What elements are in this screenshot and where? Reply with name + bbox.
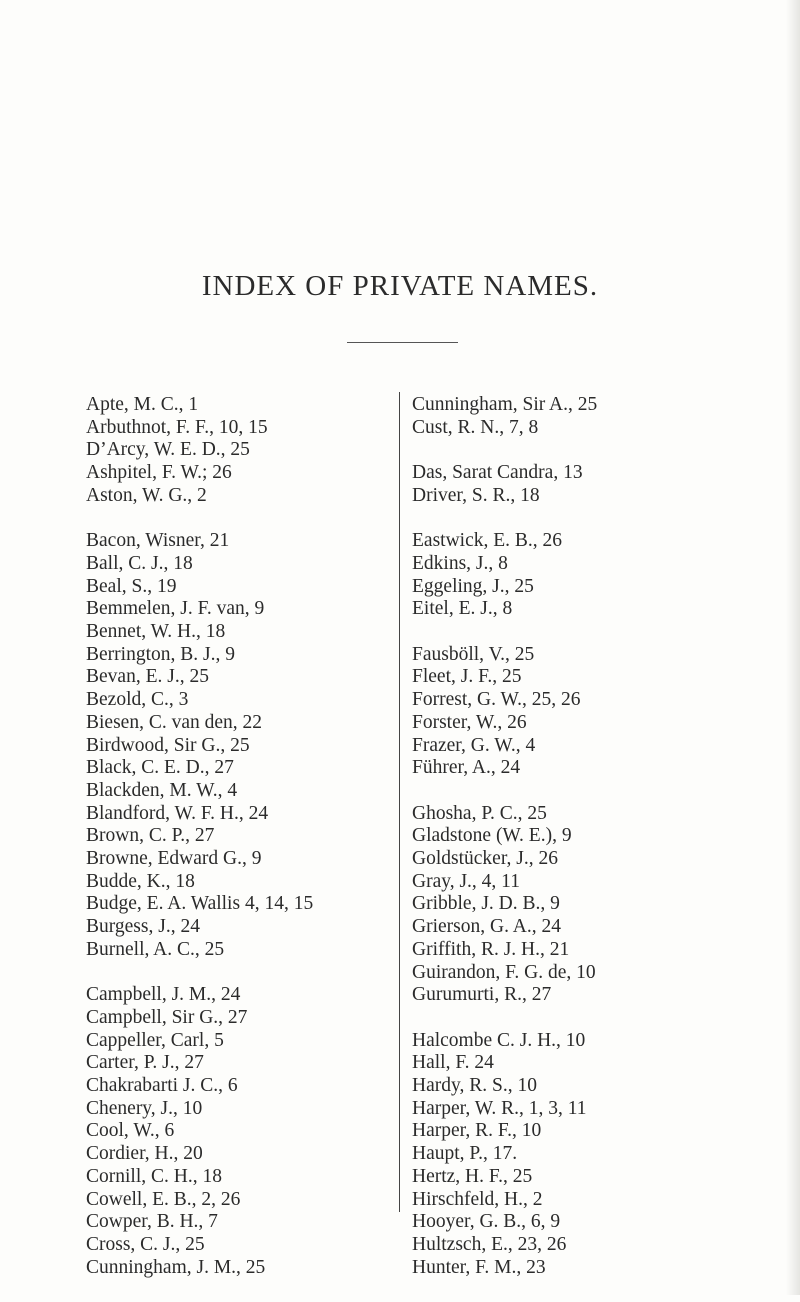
index-entry: Haupt, P., 17. [412,1143,518,1165]
index-entry: Hooyer, G. B., 6, 9 [412,1211,561,1233]
index-entry: Cowper, B. H., 7 [86,1211,218,1233]
index-entry: Black, C. E. D., 27 [86,757,234,779]
index-column-left [86,394,386,1302]
index-entry: Fausböll, V., 25 [412,643,535,665]
index-entry: Forster, W., 26 [412,711,527,733]
index-entry: Cust, R. N., 7, 8 [412,416,539,438]
index-entry: Brown, C. P., 27 [86,825,215,847]
index-entry: Bacon, Wisner, 21 [86,530,230,552]
index-entry: Hertz, H. F., 25 [412,1165,533,1187]
index-entry: Biesen, C. van den, 22 [86,711,263,733]
index-entry: Arbuthnot, F. F., 10, 15 [86,416,268,438]
index-entry: Halcombe C. J. H., 10 [412,1029,586,1051]
index-entry: Cool, W., 6 [86,1120,175,1142]
index-letter-group [86,394,386,508]
index-entry: Guirandon, F. G. de, 10 [412,961,596,983]
index-entry: Budde, K., 18 [86,870,195,892]
index-letter-group [412,462,732,507]
index-entry: Cappeller, Carl, 5 [86,1029,224,1051]
index-entry: Beal, S., 19 [86,575,177,597]
index-entry: Ghosha, P. C., 25 [412,802,547,824]
index-entry: Campbell, J. M., 24 [86,984,241,1006]
index-entry: Hunter, F. M., 23 [412,1256,546,1278]
index-entry: Gladstone (W. E.), 9 [412,825,572,847]
index-entry: Berrington, B. J., 9 [86,643,235,665]
index-column-right [412,394,732,1302]
index-entry: Grierson, G. A., 24 [412,916,561,938]
index-entry: Ashpitel, F. W.; 26 [86,462,232,484]
index-letter-group [86,984,386,1279]
index-entry: Gurumurti, R., 27 [412,984,552,1006]
index-entry: Blandford, W. F. H., 24 [86,802,269,824]
index-entry: Chenery, J., 10 [86,1097,203,1119]
index-entry: Harper, W. R., 1, 3, 11 [412,1097,587,1119]
index-letter-group [86,530,386,961]
index-letter-group [412,803,732,1007]
index-entry: Bennet, W. H., 18 [86,621,226,643]
index-entry: Birdwood, Sir G., 25 [86,734,250,756]
index-entry: Fleet, J. F., 25 [412,666,522,688]
index-entry: Blackden, M. W., 4 [86,779,238,801]
index-entry: Bemmelen, J. F. van, 9 [86,598,265,620]
index-entry: Bezold, C., 3 [86,689,189,711]
page-title: INDEX OF PRIVATE NAMES. [201,270,599,302]
title-rule [347,342,458,343]
index-entry: Forrest, G. W., 25, 26 [412,689,581,711]
index-entry: Cornill, C. H., 18 [86,1165,222,1187]
index-entry: Cordier, H., 20 [86,1143,203,1165]
index-entry: Edkins, J., 8 [412,552,508,574]
index-letter-group [412,644,732,780]
index-entry: Carter, P. J., 27 [86,1052,204,1074]
index-entry: Apte, M. C., 1 [86,394,199,415]
index-entry: Eggeling, J., 25 [412,575,534,597]
page-edge-shadow [786,0,800,1295]
index-entry: Ball, C. J., 18 [86,552,193,574]
index-entry: Goldstücker, J., 26 [412,848,558,869]
index-entry: Burgess, J., 24 [86,916,200,938]
index-entry: Cowell, E. B., 2, 26 [86,1188,241,1210]
index-entry: Browne, Edward G., 9 [86,848,262,870]
index-entry: Harper, R. F., 10 [412,1120,542,1142]
index-entry: Aston, W. G., 2 [86,484,207,506]
index-entry: Cunningham, Sir A., 25 [412,394,598,415]
index-letter-group [412,530,732,621]
index-entry: Eastwick, E. B., 26 [412,530,563,552]
index-entry: Gray, J., 4, 11 [412,870,520,892]
index-entry: Führer, A., 24 [412,757,521,779]
index-entry: Bevan, E. J., 25 [86,666,209,688]
index-letter-group [412,394,732,439]
index-entry: Chakrabarti J. C., 6 [86,1075,238,1097]
index-entry: Hall, F. 24 [412,1052,494,1074]
index-entry: Budge, E. A. Wallis 4, 14, 15 [86,893,314,915]
index-entry: Griffith, R. J. H., 21 [412,938,570,960]
column-divider [399,392,400,1212]
index-entry: Cunningham, J. M., 25 [86,1256,266,1278]
index-entry: Hultzsch, E., 23, 26 [412,1233,567,1255]
index-entry: Das, Sarat Candra, 13 [412,462,583,484]
index-entry: D’Arcy, W. E. D., 25 [86,439,250,461]
index-entry: Burnell, A. C., 25 [86,938,225,960]
index-entry: Hardy, R. S., 10 [412,1075,537,1097]
index-entry: Campbell, Sir G., 27 [86,1006,248,1028]
index-entry: Driver, S. R., 18 [412,484,540,506]
index-letter-group [412,1030,732,1280]
index-entry: Gribble, J. D. B., 9 [412,893,560,915]
index-entry: Cross, C. J., 25 [86,1233,205,1255]
index-entry: Frazer, G. W., 4 [412,734,536,756]
index-entry: Eitel, E. J., 8 [412,598,513,620]
index-entry: Hirschfeld, H., 2 [412,1188,543,1210]
